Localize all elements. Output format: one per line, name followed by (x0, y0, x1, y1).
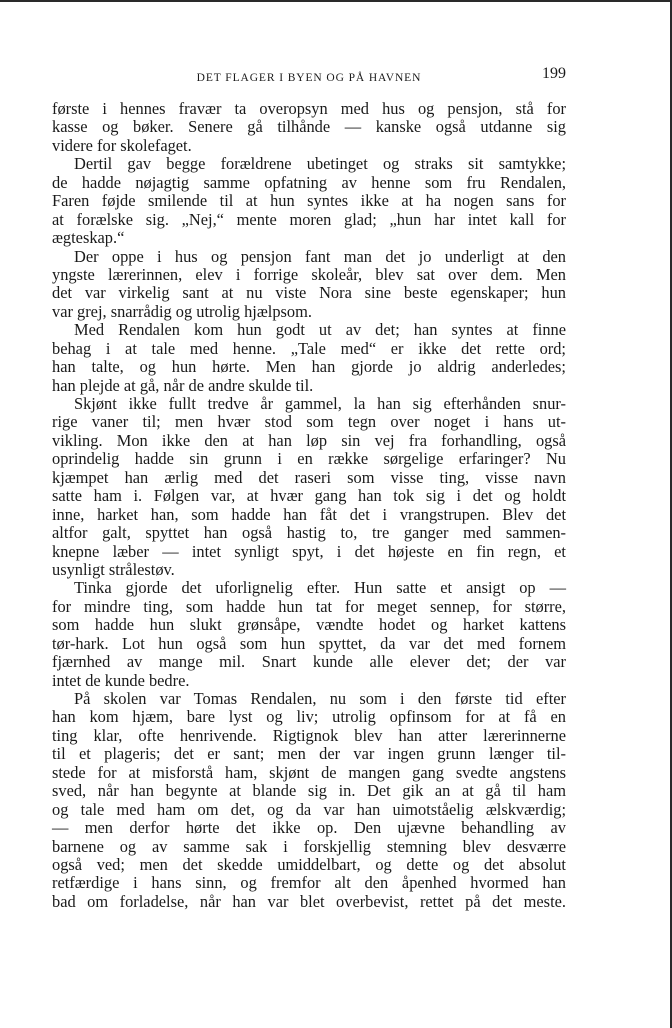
text-line: kasse og bøker. Senere gå tilhånde — kanske også utdanne sig (52, 117, 566, 137)
text-line: behag i at tale med henne. „Tale med“ er ikke det rette ord; (52, 338, 566, 358)
text-line: knepne læber — intet synligt spyt, i det højeste en fin regn, et (52, 541, 566, 561)
text-line: han plejde at gå, når de andre skulde til. (52, 375, 314, 395)
text-line: intet de kunde bedre. (52, 670, 190, 690)
text-line: altfor galt, spyttet han også hastig to, tre ganger med sammen- (52, 523, 566, 543)
text-line: barnene og av samme sak i forskjellig stemning blev desværre (52, 836, 566, 856)
text-line: — men derfor hørte det ikke op. Den ujævne behandling av (52, 818, 566, 838)
text-line: som hadde hun slukt grønsåpe, vændte hodet og harket kattens (52, 615, 566, 635)
text-line: stede for at misforstå ham, skjønt de mangen gang svedte angstens (52, 762, 566, 782)
text-line: Dertil gav begge forældrene ubetinget og straks sit samtykke; (74, 154, 566, 174)
book-page (52, 60, 566, 911)
text-line: Med Rendalen kom hun godt ut av det; han syntes at finne (74, 320, 566, 340)
scan-edge-top (0, 0, 672, 2)
text-line: rige vaner til; men hvær stod som tegn over noget i hans ut- (52, 412, 566, 432)
text-line: han talte, og hun hørte. Men han gjorde jo aldrig anderledes; (52, 357, 566, 377)
text-line: satte ham i. Følgen var, at hvær gang han tok sig i det og holdt (52, 486, 566, 506)
text-line: Faren føjde smilende til at hun syntes ikke at ha nogen sans for (52, 191, 566, 211)
text-line: også ved; men det skedde umiddelbart, og dette og det absolut (52, 854, 566, 874)
text-line: kjæmpet han ærlig med det raseri som visse ting, visse navn (52, 467, 566, 487)
text-line: det var virkelig sant at nu viste Nora sine beste egenskaper; hun (52, 283, 566, 303)
text-line: at forælske sig. „Nej,“ mente moren glad; „hun har intet kall for (52, 209, 566, 229)
body-text (52, 100, 566, 911)
text-line: ting klar, ofte henrivende. Rigtignok blev han atter lærerinnerne (52, 725, 566, 745)
text-line: Skjønt ikke fullt tredve år gammel, la han sig efterhånden snur- (74, 394, 566, 413)
text-line: bad om forladelse, når han var blet overbevist, rettet på det meste. (52, 891, 566, 911)
text-line: På skolen var Tomas Rendalen, nu som i den første tid efter (74, 689, 566, 708)
page-number: 199 (542, 65, 566, 82)
text-line: Der oppe i hus og pensjon fant man det jo underligt at den (74, 246, 566, 266)
text-line: Tinka gjorde det uforlignelig efter. Hun satte et ansigt op — (74, 578, 566, 598)
text-line: videre for skolefaget. (52, 135, 192, 155)
text-line: for mindre ting, som hadde hun tat for meget sennep, for større, (52, 596, 566, 616)
text-line: han kom hjæm, bare lyst og liv; utrolig opfinsom for at få en (52, 707, 566, 727)
text-line: vikling. Mon ikke den at han løp sin vej fra forhandling, også (52, 430, 566, 450)
text-line: sved, når han begynte at blande sig in. Det gik an at gå til ham (52, 781, 566, 801)
text-line: tør-hark. Lot hun også som hun spyttet, da var det med fornem (52, 633, 566, 653)
text-line: oprindelig hadde sin grunn i en række sørgelige erfaringer? Nu (52, 449, 566, 469)
text-line: var grej, snarrådig og utrolig hjælpsom. (52, 301, 312, 321)
text-line: til et plageris; det er sant; men der var ingen grunn længer til- (52, 744, 566, 764)
running-head (52, 60, 566, 86)
text-line: retfærdige i hans sinn, og fremfor alt den åpenhed hvormed han (52, 873, 566, 893)
text-line: ægteskap.“ (52, 228, 125, 248)
text-line: usynligt strålestøv. (52, 559, 175, 579)
text-line: fjærnhed av mange mil. Snart kunde alle elever det; der var (52, 652, 566, 672)
text-line: første i hennes fravær ta overopsyn med hus og pensjon, stå for (52, 99, 566, 118)
text-line: inne, harket han, som hadde han fåt det i vrangstrupen. Blev det (52, 504, 566, 524)
text-line: og tale med ham om det, og da var han uimotståelig ælskværdig; (52, 799, 566, 819)
running-title: DET FLAGER I BYEN OG PÅ HAVNEN (196, 72, 422, 84)
text-line: yngste lærerinnen, elev i forrige skoleår, blev sat over dem. Men (52, 264, 566, 284)
text-line: de hadde nøjagtig samme opfatning av henne som fru Rendalen, (52, 172, 566, 192)
